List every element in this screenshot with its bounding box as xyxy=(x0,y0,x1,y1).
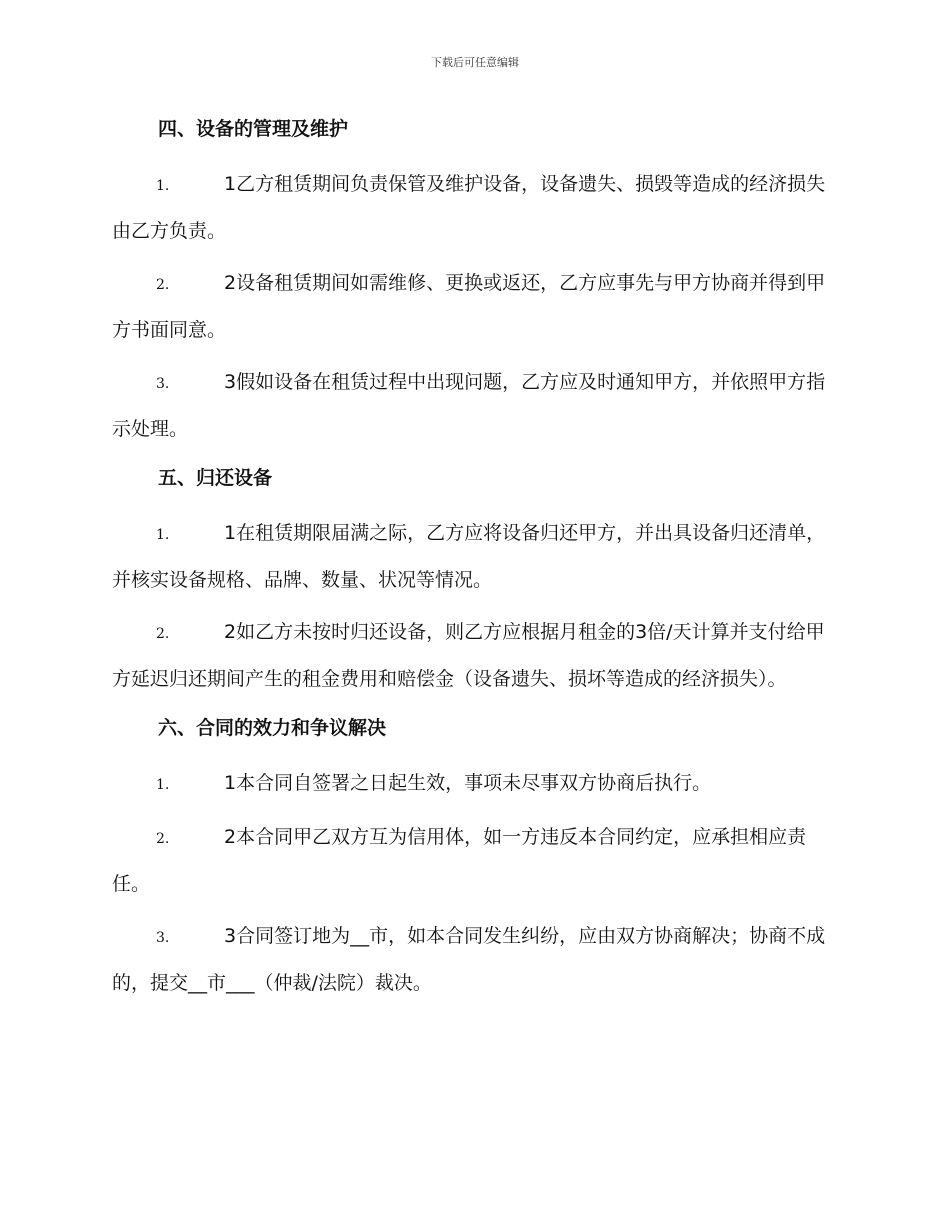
page-header-note: 下载后可任意编辑 xyxy=(431,56,519,69)
list-item xyxy=(112,360,832,452)
item-number: 3. xyxy=(156,376,170,392)
item-text: 2本合同甲乙双方互为信用体，如一方违反本合同约定，应承担相应责任。 xyxy=(112,826,807,895)
section-heading-contract-validity: 六、合同的效力和争议解决 xyxy=(158,717,387,739)
item-text: 1乙方租赁期间负责保管及维护设备，设备遗失、损毁等造成的经济损失由乙方负责。 xyxy=(112,173,826,242)
section-heading-equipment-management: 四、设备的管理及维护 xyxy=(158,118,349,140)
list-item xyxy=(112,914,832,1006)
list-item xyxy=(112,761,832,808)
item-number: 1. xyxy=(156,178,170,194)
item-number: 3. xyxy=(156,930,170,946)
list-item xyxy=(112,261,832,353)
list-item xyxy=(112,511,832,603)
item-number: 1. xyxy=(156,527,170,543)
section-heading-return-equipment: 五、归还设备 xyxy=(158,467,273,489)
item-text: 2设备租赁期间如需维修、更换或返还，乙方应事先与甲方协商并得到甲方书面同意。 xyxy=(112,272,826,341)
item-text: 2如乙方未按时归还设备，则乙方应根据月租金的3倍/天计算并支付给甲方延迟归还期间产生的租金费用和赔偿金（设备遗失、损坏等造成的经济损失）。 xyxy=(112,621,825,690)
item-text: 3合同签订地为__市，如本合同发生纠纷，应由双方协商解决；协商不成的，提交__市___（仲裁/法院）裁决。 xyxy=(112,925,826,994)
item-text: 1在租赁期限届满之际，乙方应将设备归还甲方，并出具设备归还清单，并核实设备规格、品牌、数量、状况等情况。 xyxy=(112,522,826,591)
list-item xyxy=(112,610,832,702)
item-text: 1本合同自签署之日起生效，事项未尽事双方协商后执行。 xyxy=(224,772,712,794)
item-text: 3假如设备在租赁过程中出现问题，乙方应及时通知甲方，并依照甲方指示处理。 xyxy=(112,371,826,440)
item-number: 2. xyxy=(156,626,170,642)
list-item xyxy=(112,815,832,907)
list-item xyxy=(112,162,832,254)
document-body xyxy=(112,111,832,1006)
item-number: 2. xyxy=(156,831,170,847)
item-number: 1. xyxy=(156,777,170,793)
item-number: 2. xyxy=(156,277,170,293)
